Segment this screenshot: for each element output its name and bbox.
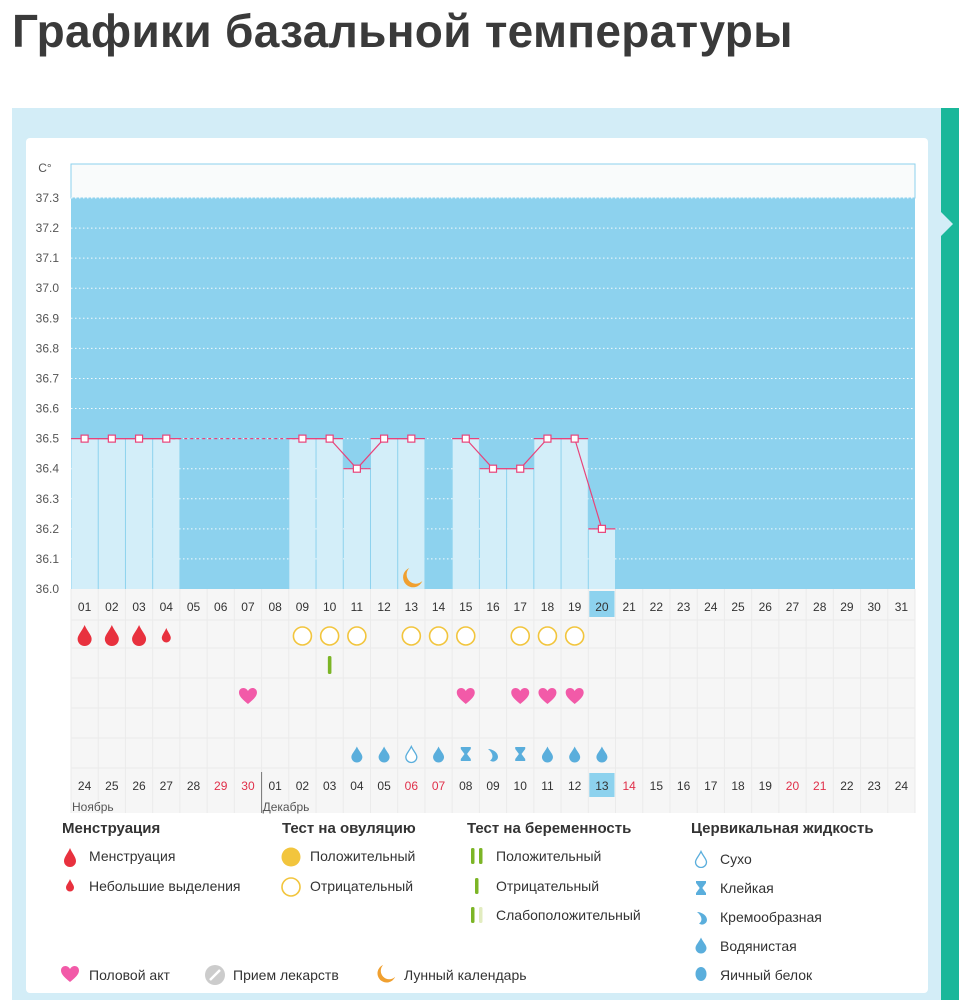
temp-bar [371,439,397,589]
legend-medication: Прием лекарств [233,967,339,983]
calendar-date-label: 02 [295,779,310,793]
temp-bar [398,439,424,589]
cycle-day-label: 07 [241,600,255,614]
pregnancy-test-marker [328,656,332,674]
y-tick-label: 36.5 [35,431,59,446]
ovulation-test-marker [321,627,339,645]
calendar-date-label: 13 [595,779,609,793]
cycle-day-label: 10 [322,600,337,614]
ovulation-test-marker [348,627,366,645]
legend-fluid-sticky: Клейкая [720,880,774,896]
cycle-day-label: 08 [268,600,282,614]
temp-bar [344,469,370,589]
cycle-day-label: 02 [105,600,119,614]
chart-panel [26,138,928,993]
temp-bar [534,439,560,589]
y-tick-label: 36.1 [35,551,59,566]
ovulation-test-marker [566,627,584,645]
temp-point [381,435,388,442]
y-tick-label: 36.9 [35,311,59,326]
y-tick-label: 36.2 [35,521,59,536]
legend-pregnancy-negative: Отрицательный [496,878,600,894]
temp-bar [507,469,533,589]
calendar-date-label: 20 [785,779,800,793]
circle-filled-icon [280,846,302,868]
legend-fluid-eggwhite: Яичный белок [720,967,813,983]
y-tick-label: 36.6 [35,401,59,416]
calendar-date-label: 03 [322,779,337,793]
calendar-date-label: 29 [214,779,228,793]
calendar-date-label: 10 [513,779,527,793]
y-tick-label: 36.8 [35,341,59,356]
temp-bar [480,469,506,589]
cycle-day-label: 05 [186,600,201,614]
y-tick-label: 37.3 [35,191,59,205]
cycle-day-label: 11 [350,600,364,614]
legend-moon: Лунный календарь [404,967,527,983]
ovulation-test-marker [430,627,448,645]
faint-double-bar-icon [467,905,487,925]
legend-ovulation-negative: Отрицательный [310,878,414,894]
y-axis-label: C° [38,161,52,175]
y-tick-label: 36.4 [35,461,59,476]
calendar-date-label: 06 [404,779,419,793]
ovulation-test-marker [457,627,475,645]
calendar-date-label: 17 [704,779,718,793]
double-bar-icon [467,846,487,866]
calendar-date-label: 04 [350,779,364,793]
temp-point [163,435,170,442]
calendar-date-label: 24 [77,779,92,793]
cycle-day-label: 03 [132,600,146,614]
cycle-day-label: 31 [894,600,909,614]
temp-bar [453,439,479,589]
temp-point [353,465,360,472]
temp-point [598,525,605,532]
temp-bar [153,439,179,589]
y-tick-label: 36.3 [35,491,59,506]
cycle-day-label: 23 [676,600,691,614]
cycle-day-label: 20 [595,600,609,614]
side-panel-tab[interactable] [941,108,959,1000]
cycle-day-label: 14 [431,600,446,614]
legend-fluid-creamy: Кремообразная [720,909,822,925]
hourglass-icon [694,879,708,897]
calendar-date-label: 05 [377,779,391,793]
cycle-day-label: 29 [840,600,854,614]
calendar-date-label: 30 [241,779,255,793]
temp-bar [562,439,588,589]
cycle-day-label: 01 [77,600,92,614]
cycle-day-label: 25 [731,600,745,614]
drop-large-icon [62,847,78,867]
month-label: Ноябрь [72,800,114,814]
temp-bar [99,439,125,589]
temp-point [490,465,497,472]
calendar-date-label: 16 [676,779,691,793]
temp-point [81,435,88,442]
drop-outline-icon [694,850,708,868]
drop-filled-icon [694,936,708,954]
cycle-day-label: 19 [567,600,582,614]
calendar-date-label: 08 [459,779,473,793]
y-tick-label: 37.0 [35,281,59,296]
calendar-date-label: 26 [132,779,146,793]
legend-intercourse: Половой акт [89,967,170,983]
legend-menstruation-title: Менструация [62,820,161,837]
heart-icon [60,965,80,983]
cycle-day-label: 24 [704,600,718,614]
ovulation-test-marker [538,627,556,645]
bbt-chart [26,138,928,818]
cycle-day-label: 17 [513,600,527,614]
temp-point [408,435,415,442]
temp-point [517,465,524,472]
cycle-day-label: 27 [785,600,800,614]
calendar-date-label: 27 [159,779,173,793]
calendar-date-label: 28 [186,779,201,793]
legend-pregnancy-positive: Положительный [496,848,602,864]
calendar-date-label: 01 [268,779,282,793]
y-tick-label: 36.0 [35,582,59,596]
ovulation-test-marker [511,627,529,645]
legend-ovulation-positive: Положительный [310,848,416,864]
cycle-day-label: 15 [459,600,473,614]
cycle-day-label: 22 [649,600,664,614]
drop-small-icon [65,878,75,892]
temp-point [462,435,469,442]
chart-header-strip [71,164,915,198]
temp-point [299,435,306,442]
oval-filled-icon [694,964,708,982]
calendar-date-label: 24 [894,779,909,793]
cycle-day-label: 09 [295,600,310,614]
calendar-date-label: 12 [567,779,582,793]
cycle-day-label: 06 [214,600,228,614]
legend-pregnancy-title: Тест на беременность [467,820,632,837]
side-panel-arrow-icon[interactable] [941,212,953,236]
cycle-day-label: 26 [758,600,772,614]
calendar-date-label: 21 [813,779,827,793]
creamy-drop-icon [694,908,710,926]
temp-point [326,435,333,442]
calendar-date-label: 18 [731,779,745,793]
cycle-day-label: 18 [540,600,555,614]
legend-spotting-item: Небольшие выделения [89,878,241,894]
temp-point [108,435,115,442]
cycle-day-label: 04 [159,600,173,614]
legend-pregnancy-weak: Слабоположительный [496,907,641,923]
calendar-date-label: 09 [486,779,500,793]
y-tick-label: 36.7 [35,371,59,386]
ovulation-test-marker [293,627,311,645]
temp-bar [126,439,152,589]
calendar-date-label: 23 [867,779,881,793]
temp-bar [317,439,343,589]
month-label: Декабрь [262,800,310,814]
legend-menstruation-item: Менструация [89,848,176,864]
cycle-day-label: 16 [486,600,500,614]
single-bar-icon [467,876,487,896]
temp-point [544,435,551,442]
temp-bar [289,439,315,589]
cycle-day-label: 30 [867,600,881,614]
y-tick-label: 37.1 [35,251,59,266]
calendar-date-label: 14 [622,779,636,793]
circle-outline-icon [280,876,302,898]
pill-icon [204,964,226,986]
cycle-day-label: 12 [377,600,391,614]
legend-ovulation-title: Тест на овуляцию [282,820,416,837]
cycle-day-label: 28 [813,600,827,614]
calendar-date-label: 11 [541,779,554,793]
page-title: Графики базальной температуры [12,5,793,57]
legend-fluid-dry: Сухо [720,851,752,867]
moon-icon [375,963,397,985]
cycle-day-label: 21 [622,600,636,614]
calendar-date-label: 22 [840,779,854,793]
ovulation-test-marker [402,627,420,645]
calendar-date-label: 07 [431,779,446,793]
temp-point [571,435,578,442]
cycle-day-label: 13 [404,600,419,614]
temp-bar [589,529,615,589]
calendar-date-label: 25 [105,779,119,793]
legend-fluid-title: Цервикальная жидкость [691,820,874,837]
y-tick-label: 37.2 [35,221,59,236]
temp-bar [72,439,98,589]
calendar-date-label: 15 [649,779,664,793]
calendar-date-label: 19 [758,779,772,793]
legend-fluid-watery: Водянистая [720,938,797,954]
temp-point [136,435,143,442]
